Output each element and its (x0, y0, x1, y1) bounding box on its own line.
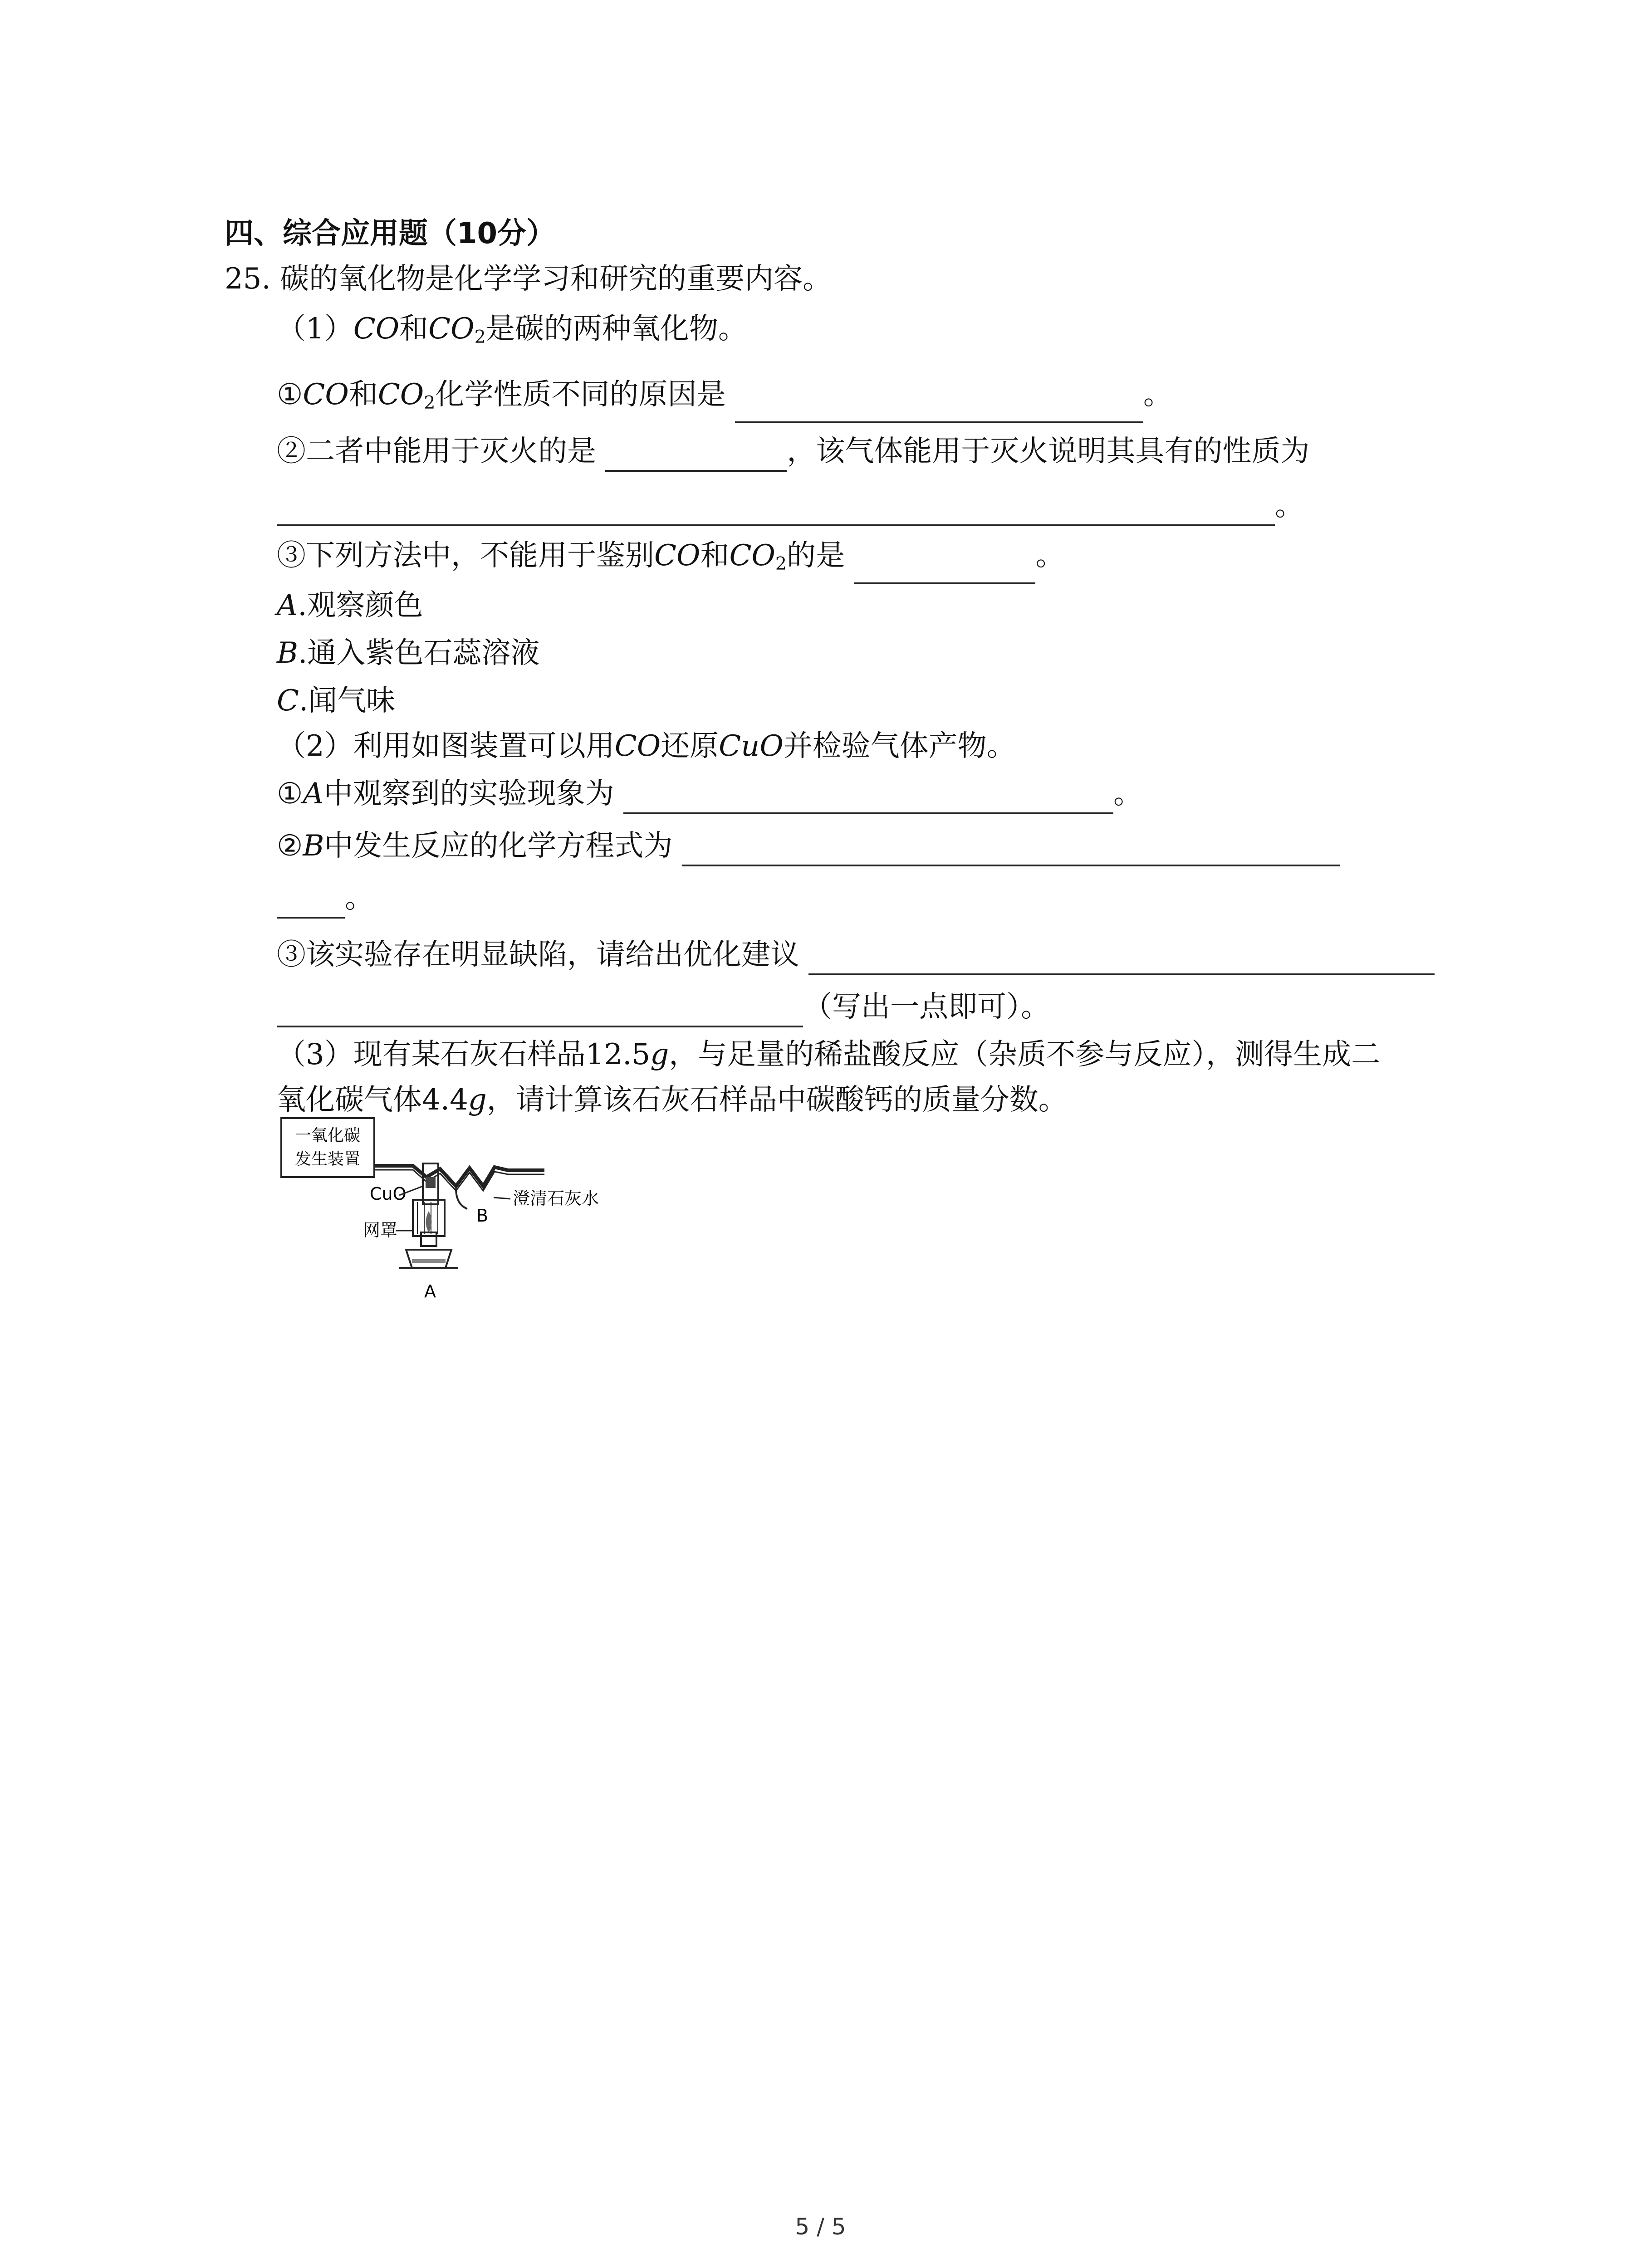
box-label-line2: 发生装置 (294, 1150, 361, 1168)
part1-q3: ③下列方法中，不能用于鉴别CO和$CO_2$的是 。 (277, 535, 1064, 584)
apparatus-figure (277, 1114, 622, 1313)
question-number: 25. (225, 262, 271, 296)
cuo-sample (426, 1177, 436, 1188)
answer-blank[interactable] (682, 833, 1340, 866)
option-b: B.通入紫色石蕊溶液 (277, 636, 540, 670)
answer-blank[interactable] (623, 781, 1113, 814)
part3-line2: 氧化碳气体4.4g，请计算该石灰石样品中碳酸钙的质量分数。 (277, 1083, 1068, 1117)
answer-blank[interactable] (605, 438, 787, 472)
lime-water-label: 澄清石灰水 (513, 1188, 599, 1208)
a-label: A (424, 1281, 436, 1301)
b-bulb (456, 1188, 467, 1209)
option-c: C.闻气味 (277, 684, 396, 718)
option-a: A.观察颜色 (277, 589, 423, 622)
alcohol-lamp (406, 1250, 451, 1268)
answer-blank[interactable] (277, 994, 803, 1027)
cuo-label: CuO (370, 1184, 407, 1204)
part2-q3: ③该实验存在明显缺陷，请给出优化建议 (277, 934, 1435, 975)
part1-q2-continuation: 。 (277, 485, 1304, 526)
page-number: 5 / 5 (795, 2214, 846, 2240)
answer-blank[interactable] (277, 493, 1275, 526)
answer-blank[interactable] (854, 551, 1035, 584)
part2-q2-continuation: 。 (277, 878, 374, 919)
question-stem-text: 碳的氧化物是化学学习和研究的重要内容。 (280, 262, 832, 296)
part1-q1: ①CO和$CO_2$化学性质不同的原因是 。 (277, 374, 1172, 423)
box-label-line1: 一氧化碳 (294, 1126, 361, 1145)
part2-q3-continuation: （写出一点即可）。 (277, 987, 1050, 1027)
part2-q2: ②B中发生反应的化学方程式为 (277, 826, 1340, 866)
part1-intro: （1）CO和$CO_2$是碳的两种氧化物。 (277, 312, 747, 347)
section-title: 四、综合应用题（10分） (225, 217, 556, 250)
answer-blank[interactable] (277, 885, 345, 919)
b-label: B (476, 1206, 489, 1226)
part3-line1: （3）现有某石灰石样品12.5g，与足量的稀盐酸反应（杂质不参与反应），测得生成二 (277, 1038, 1381, 1071)
answer-blank[interactable] (808, 942, 1435, 975)
part2-intro: （2）利用如图装置可以用CO还原CuO并检验气体产物。 (277, 729, 1016, 763)
answer-blank[interactable] (735, 390, 1143, 423)
net-label: 网罩 (363, 1220, 398, 1240)
burner-neck (421, 1232, 436, 1246)
question-stem (225, 259, 832, 299)
gas-tube (374, 1166, 544, 1186)
part1-q2: ②二者中能用于灭火的是 ，该气体能用于灭火说明其具有的性质为 (277, 431, 1309, 472)
part2-q1: ①A中观察到的实验现象为 。 (277, 773, 1142, 814)
